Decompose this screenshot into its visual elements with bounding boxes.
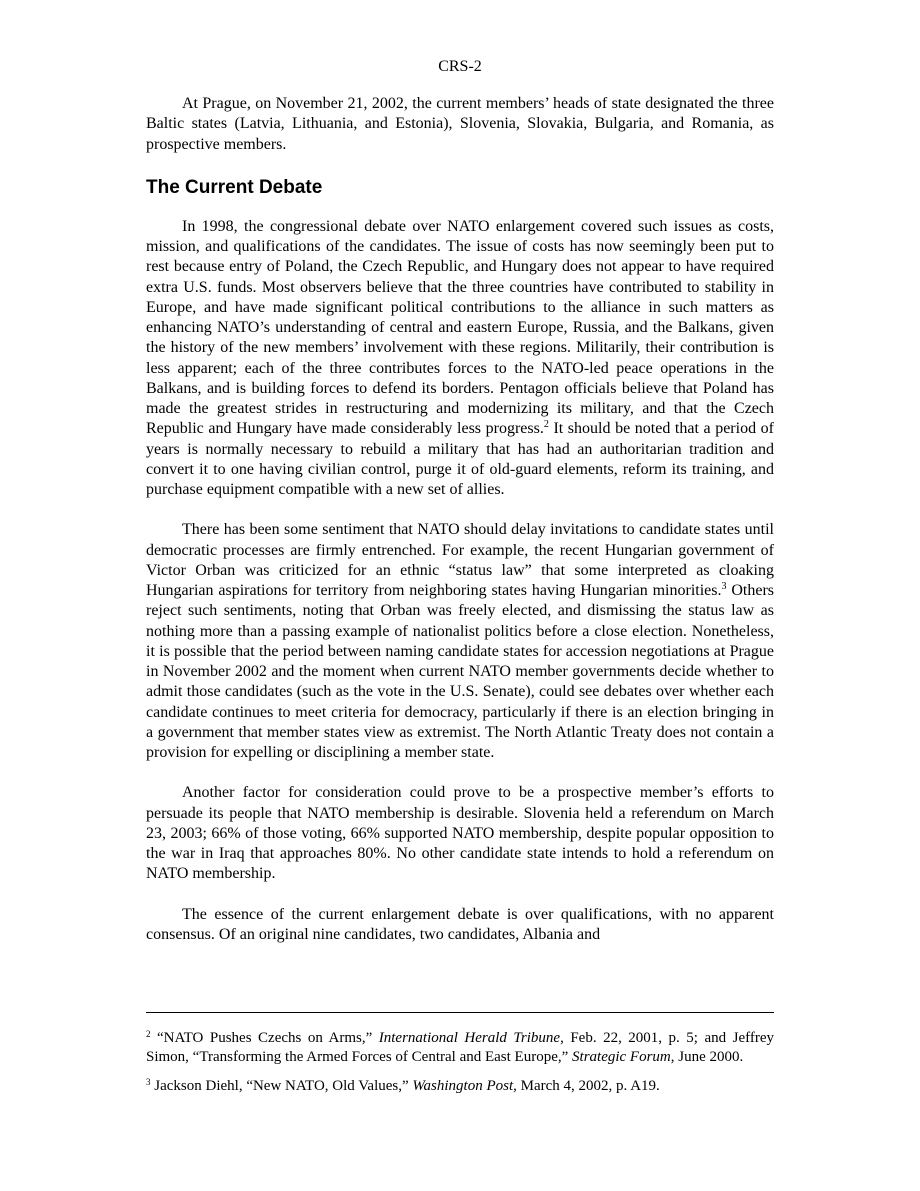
footnote-ref-2[interactable]: 2 <box>543 419 549 431</box>
footnote-text: , March 4, 2002, p. A19. <box>513 1078 660 1094</box>
paragraph-democratic-sentiment <box>146 520 774 763</box>
footnote-text: Jackson Diehl, “New NATO, Old Values,” <box>150 1078 413 1094</box>
paragraph-1998-debate <box>146 217 774 501</box>
paragraph-prague: At Prague, on November 21, 2002, the current members’ heads of state designated the three Baltic states (Latvia, Lithuania, and Estonia), Slovenia, Slovakia, Bulgaria, and Romania, as prospective members. <box>146 95 774 153</box>
footnote-2 <box>146 1029 774 1067</box>
paragraph-referendum: Another factor for consideration could prove to be a prospective member’s efforts to persuade its people that NATO membership is desirable. Slovenia held a referendum on March 23, 2003; 66% of those voting, 66% supported NATO membership, despite popular opposition to the war in Iraq that approaches 80%. No other candidate state intends to hold a referendum on NATO membership. <box>146 784 774 883</box>
footnote-number: 2 <box>146 1029 151 1039</box>
footnote-number: 3 <box>146 1077 151 1087</box>
paragraph-text: There has been some sentiment that NATO should delay invitations to candidate states until democratic processes are firmly entrenched. For example, the recent Hungarian government of Victor Orban was criticized for an ethnic “status law” that some interpreted as cloaking Hungarian aspirations for territory from neighboring states having Hungarian minorities. <box>146 521 774 599</box>
publication-title: Washington Post <box>412 1078 514 1094</box>
section-heading: The Current Debate <box>146 176 323 198</box>
page-number: CRS-2 <box>438 58 482 75</box>
footnote-3 <box>146 1077 774 1096</box>
footnotes <box>146 1029 774 1096</box>
paragraph-text: In 1998, the congressional debate over NATO enlargement covered such issues as costs, mission, and qualifications of the candidates. The issue of costs has now seemingly been put to rest because entry of Poland, the Czech Republic, and Hungary does not appear to have required extra U.S. funds. Most observers believe that the three countries have contributed to stability in Europe, and have made significant political contributions to the alliance in such matters as enhancing NATO’s understanding of central and eastern Europe, Russia, and the Balkans, given the history of the new members’ involvement with these regions. Militarily, their contribution is less apparent; each of the three contributes forces to the NATO-led peace operations in the Balkans, and is building forces to defend its borders. Pentagon officials believe that Poland has made the greatest strides in restructuring and modernizing its military, and that the Czech Republic and Hungary have made considerably less progress. <box>146 217 774 438</box>
footnote-text: , Feb. 22, 2001, p. 5; and Jeffrey Simon, “Transforming the Armed Forces of Central and East Europe,” <box>146 1030 774 1065</box>
publication-title: Strategic Forum <box>572 1049 671 1065</box>
publication-title: International Herald Tribune <box>378 1030 561 1046</box>
footnote-ref-3[interactable]: 3 <box>721 581 727 592</box>
footnote-text: , June 2000. <box>670 1049 744 1065</box>
paragraph-text: It should be noted that a period of years is normally necessary to rebuild a military that has had an authoritarian tradition and convert it to one having civilian control, purge it of old-guard elements, reform its training, and purchase equipment compatible with a new set of allies. <box>146 420 775 498</box>
paragraph-text: Others reject such sentiments, noting that Orban was freely elected, and dismissing the status law as nothing more than a passing example of nationalist politics before a close election. Nonetheless, it is possible that the period between naming candidate states for accession negotiations at Prague in November 2002 and the moment when current NATO member governments decide whether to admit those candidates (such as the vote in the U.S. Senate), could see debates over whether each candidate continues to meet criteria for democracy, particularly if there is an election bringing in a government that member states view as extremist. The North Atlantic Treaty does not contain a provision for expelling or disciplining a member state. <box>146 582 775 761</box>
paragraph-qualifications: The essence of the current enlargement debate is over qualifications, with no apparent consensus. Of an original nine candidates, two candidates, Albania and <box>146 905 774 943</box>
footnote-divider <box>146 1012 774 1013</box>
footnote-text: “NATO Pushes Czechs on Arms,” <box>150 1030 379 1046</box>
document-body <box>146 94 774 945</box>
